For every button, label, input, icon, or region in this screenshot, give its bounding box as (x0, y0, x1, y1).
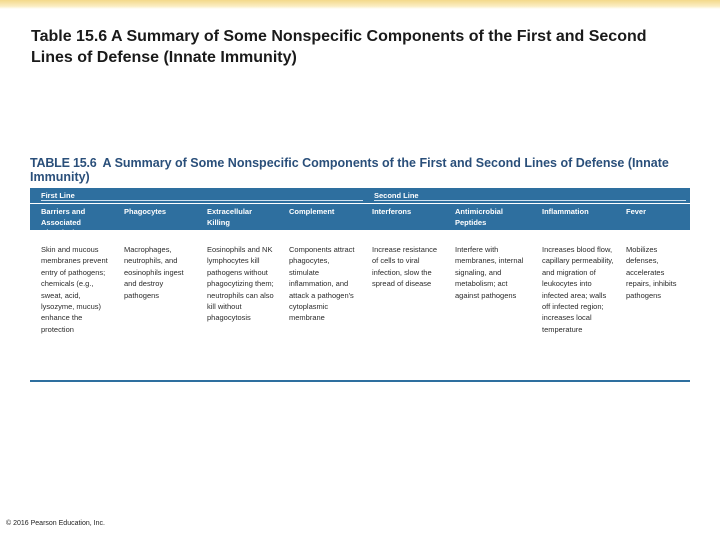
table-cell: Skin and mucous membranes prevent entry of pathogens; chemicals (e.g., sweat, acid, lysozyme, mucus) enhance the protection (41, 245, 108, 334)
table-cell: Mobilizes defenses, accelerates repairs, inhibits pathogens (626, 245, 677, 300)
column-header: Barriers and Associated Chemicals (41, 207, 86, 237)
column-header: Complement (289, 207, 335, 216)
table-cell: Interfere with membranes, internal signaling, and metabolism; act against pathogens (455, 245, 524, 300)
table-cell: Increases blood flow, capillary permeability, and migration of leukocytes into infected area; walls off infected region; increases local temperature (542, 245, 614, 334)
table-cell: Eosinophils and NK lymphocytes kill pathogens without phagocytizing them; neutrophils can also kill without phagocytosis (207, 245, 274, 323)
second-line-label: Second Line (374, 191, 419, 200)
summary-table (30, 188, 690, 380)
slide-title: Table 15.6 A Summary of Some Nonspecific Components of the First and Second Lines of Defense (Innate Immunity) (31, 28, 647, 66)
copyright-notice: © 2016 Pearson Education, Inc. (6, 520, 105, 527)
column-header: Phagocytes (124, 207, 167, 216)
column-header: Inflammation (542, 207, 589, 216)
column-header: Fever (626, 207, 647, 216)
table-caption: A Summary of Some Nonspecific Components of the First and Second Lines of Defense (Innate Immunity) (30, 156, 669, 184)
table-group-header (30, 188, 690, 203)
table-cell: Macrophages, neutrophils, and eosinophils ingest and destroy pathogens (124, 245, 184, 300)
table-heading (30, 156, 670, 184)
table-bottom-rule (30, 380, 690, 382)
table-number: TABLE 15.6 (30, 156, 97, 170)
second-line-rule (374, 200, 686, 201)
first-line-label: First Line (41, 191, 75, 200)
column-header: Extracellular Killing (207, 207, 253, 227)
column-header: Antimicrobial Peptides (455, 207, 503, 227)
top-accent-bar (0, 0, 720, 9)
table-cell: Increase resistance of cells to viral infection, slow the spread of disease (372, 245, 438, 289)
column-header: Interferons (372, 207, 412, 216)
table-cell: Components attract phagocytes, stimulate inflammation, and attack a pathogen's cytoplasmic membrane (289, 245, 355, 323)
first-line-rule (41, 200, 363, 201)
